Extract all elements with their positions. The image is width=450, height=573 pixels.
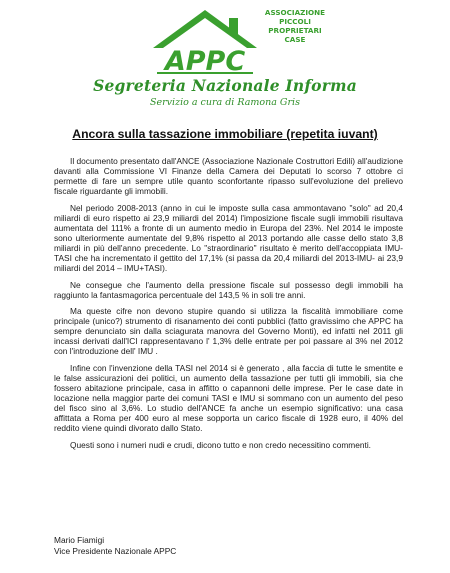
article-title: Ancora sulla tassazione immobiliare (repetita iuvant) (72, 127, 378, 141)
paragraph: Ne consegue che l'aumento della pressione fiscale sul possesso degli immobili ha raggiunto la fantasmagorica percentuale del 143,5 % in soli tre anni. (54, 279, 403, 300)
servizio-subheading: Servizio a cura di Ramona Gris (150, 97, 300, 108)
logo-text: APPC (164, 46, 246, 77)
paragraph: Questi sono i numeri nudi e crudi, dicono tutto e non credo necessitino commenti. (70, 439, 372, 450)
signature-block (54, 535, 354, 557)
paragraph: Ma queste cifre non devono stupire quando si utilizza la fiscalità immobiliare come principale (unico?) strumento di risanamento dei conti pubblici (fatto gravissimo che APPC ha sempre denunciato sin dalla sciagurata manovra del Governo Monti), ed infatti nel 2011 gli incassi derivati dall'ICI rappresentavano l' 1,3% delle entrate per poi passare al 3% nel 2012 con l'introduzione dell' IMU . (54, 306, 403, 357)
paragraph: Nel periodo 2008-2013 (anno in cui le imposte sulla casa ammontavano "solo" ad 20,4 miliardi di euro rispetto ai 23,9 miliardi del 2014) l'imposizione fiscale sugli immobili risultava aumentata del 111% a fronte di un aumento medio in Europa del 23%. Nel 2014 le imposte sono ulteriormente aumentate del 9,8% rispetto al 2013 portando alle casse dello stato 3,8 miliardi in più dell'anno precedente. Lo "straordinario" risultato è merito dell'accoppiata IMU-TASI che ha incrementato il gettito del 17,1% (si passa da 20,4 miliardi del 2013-IMU- ai 23,9 miliardi del 2014 – IMU+TASI). (54, 202, 403, 273)
association-line: ASSOCIAZIONE (264, 8, 326, 17)
house-logo-icon (143, 4, 268, 84)
article-body (54, 156, 403, 456)
appc-logo (143, 4, 326, 84)
signature-role: Vice Presidente Nazionale APPC (54, 546, 177, 556)
association-name (260, 8, 330, 44)
paragraph: Infine con l'invenzione della TASI nel 2014 si è generato , alla faccia di tutte le smentite e le false assicurazioni dei politici, un aumento della tassazione per tutti gli immobili, sia che fossero abitazione principale, casa in affitto o capannoni delle imprese. Per le case date in locazione nella maggior parte dei comuni TASI e IMU si sommano con un aumento del peso del fisco sino al 3,6%. Lo studio dell'ANCE fa anche un esempio significativo: una casa affittata a Roma per 400 euro al mese sopporta un carico fiscale di 1928 euro, il 40% del reddito viene quindi divorato dallo Stato. (54, 362, 403, 434)
association-line: CASE (284, 35, 306, 44)
letterhead (0, 0, 450, 118)
signature-name: Mario Fiamigi (54, 535, 105, 545)
association-line: PROPRIETARI (268, 26, 322, 35)
segreteria-heading: Segreteria Nazionale Informa (93, 76, 357, 95)
paragraph: Il documento presentato dall'ANCE (Associazione Nazionale Costruttori Edili) all'audizione davanti alla Commissione VI Finanze della Camera dei Deputati lo scorso 7 ottobre ci permette di fare un sempre utile quanto sconfortante ripasso sull'evoluzione del prelievo fiscale riguardante gli immobili. (54, 156, 403, 197)
association-line: PICCOLI (279, 17, 311, 26)
